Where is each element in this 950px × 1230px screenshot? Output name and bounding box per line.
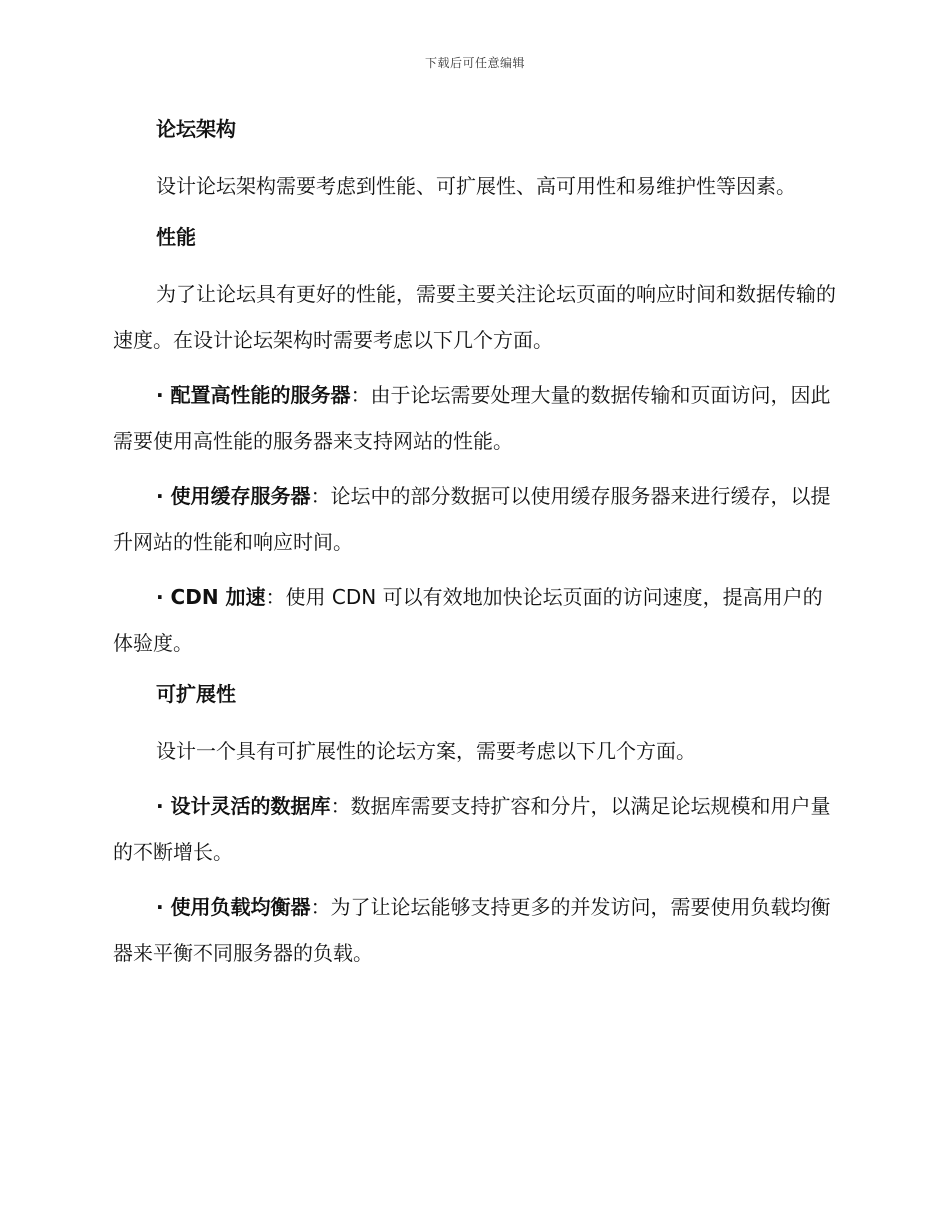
section-heading-performance: 性能	[156, 225, 196, 249]
paragraph-scalability-intro: 设计一个具有可扩展性的论坛方案，需要考虑以下几个方面。	[156, 739, 696, 763]
section-heading-scalability: 可扩展性	[156, 682, 236, 706]
bullet-item-load-balancer	[113, 884, 837, 976]
bullet-lead: · 使用负载均衡器	[156, 895, 311, 919]
bullet-text: ：为了让论坛能够支持更多的并发访问，需要使用负载均衡器来平衡不同服务器的负载。	[113, 895, 831, 965]
bullet-lead: · 设计灵活的数据库	[156, 794, 331, 818]
bullet-lead: · 配置高性能的服务器	[156, 383, 351, 407]
section-heading-architecture: 论坛架构	[156, 117, 236, 141]
bullet-item-cdn	[113, 574, 837, 666]
bullet-text: ：论坛中的部分数据可以使用缓存服务器来进行缓存，以提升网站的性能和响应时间。	[113, 484, 831, 554]
bullet-text: ：数据库需要支持扩容和分片，以满足论坛规模和用户量的不断增长。	[113, 794, 831, 864]
page-header: 下载后可任意编辑	[424, 56, 525, 70]
paragraph-performance-intro: 为了让论坛具有更好的性能，需要主要关注论坛页面的响应时间和数据传输的速度。在设计论坛架构时需要考虑以下几个方面。	[113, 282, 836, 352]
document-body	[113, 110, 837, 985]
bullet-text: ：使用 CDN 可以有效地加快论坛页面的访问速度，提高用户的体验度。	[113, 585, 823, 655]
bullet-lead: · 使用缓存服务器	[156, 484, 311, 508]
bullet-item-high-performance-server	[113, 372, 837, 464]
bullet-item-flexible-database	[113, 783, 837, 875]
bullet-lead: · CDN 加速	[156, 585, 266, 609]
bullet-item-cache-server	[113, 473, 837, 565]
bullet-text: ：由于论坛需要处理大量的数据传输和页面访问，因此需要使用高性能的服务器来支持网站的性能。	[113, 383, 831, 453]
paragraph-architecture-intro: 设计论坛架构需要考虑到性能、可扩展性、高可用性和易维护性等因素。	[156, 174, 796, 198]
